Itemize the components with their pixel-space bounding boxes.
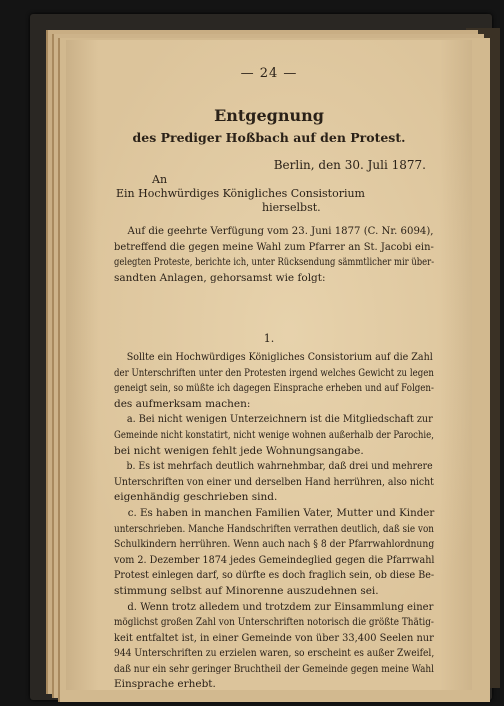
text-line: möglichst großen Zahl von Unterschriften notorisch die größte Thätig- bbox=[114, 616, 434, 629]
section-number: 1. bbox=[263, 332, 275, 345]
text-line: eigenhändig geschrieben sind. bbox=[114, 491, 278, 504]
text-line: gelegten Proteste, berichte ich, unter Rücksendung sämmtlicher mir über- bbox=[114, 256, 435, 269]
text-line: vom 2. Dezember 1874 jedes Gemeindeglied gegen die Pfarrwahl bbox=[114, 553, 435, 566]
text-line: b. Es ist mehrfach deutlich wahrnehmbar, daß drei und mehrere bbox=[126, 460, 433, 473]
text-line: Protest einlegen darf, so dürfte es doch fraglich sein, ob diese Be- bbox=[114, 569, 435, 582]
text-line: daß nur ein sehr geringer Bruchtheil der Gemeinde gegen meine Wahl bbox=[114, 662, 434, 675]
text-line: sandten Anlagen, gehorsamst wie folgt: bbox=[114, 271, 326, 284]
text-line: c. Es haben in manchen Familien Vater, Mutter und Kinder bbox=[127, 506, 435, 519]
address-line: hierselbst. bbox=[262, 201, 321, 214]
text-line: stimmung selbst auf Minorenne auszudehnen sei. bbox=[114, 584, 379, 597]
text-line: keit entfaltet ist, in einer Gemeinde von über 33,400 Seelen nur bbox=[114, 631, 434, 644]
text-line: geneigt sein, so müßte ich dagegen Einsprache erheben und auf Folgen- bbox=[114, 382, 434, 395]
text-line: Gemeinde nicht konstatirt, nicht wenige wohnen außerhalb der Parochie, bbox=[114, 428, 434, 441]
document-subtitle: des Prediger Hoßbach auf den Protest. bbox=[132, 130, 406, 145]
text-line: a. Bei nicht wenigen Unterzeichnern ist die Mitgliedschaft zur bbox=[126, 413, 433, 426]
text-line: Schulkindern herrühren. Wenn auch nach § 8 der Pfarrwahlordnung bbox=[114, 538, 435, 551]
text-line: der Unterschriften unter den Protesten irgend welches Gewicht zu legen bbox=[114, 366, 434, 379]
text-line: unterschrieben. Manche Handschriften verrathen deutlich, daß sie von bbox=[114, 522, 434, 535]
section-body bbox=[114, 350, 434, 693]
book-page bbox=[66, 40, 472, 690]
text-line: d. Wenn trotz alledem und trotzdem zur Einsammlung einer bbox=[127, 600, 434, 613]
text-line: 944 Unterschriften zu erzielen waren, so erscheint es außer Zweifel, bbox=[114, 647, 435, 660]
intro-paragraph bbox=[114, 224, 434, 286]
address-line: Ein Hochwürdiges Königliches Consistorium bbox=[116, 187, 365, 200]
text-line: Sollte ein Hochwürdiges Königliches Consistorium auf die Zahl bbox=[126, 351, 433, 363]
text-line: bei nicht wenigen fehlt jede Wohnungsangabe. bbox=[114, 444, 364, 457]
text-line: Einsprache erhebt. bbox=[114, 678, 216, 691]
document-title: Entgegnung bbox=[214, 106, 324, 125]
text-line: Auf die geehrte Verfügung vom 23. Juni 1877 (C. Nr. 6094), bbox=[127, 225, 434, 237]
address-line: An bbox=[152, 173, 168, 186]
page-number: — 24 — bbox=[240, 66, 298, 81]
text-line: betreffend die gegen meine Wahl zum Pfarrer an St. Jacobi ein- bbox=[114, 240, 434, 253]
place-date: Berlin, den 30. Juli 1877. bbox=[273, 158, 426, 172]
text-line: des aufmerksam machen: bbox=[114, 397, 251, 410]
text-line: Unterschriften von einer und derselben Hand herrühren, also nicht bbox=[114, 475, 434, 488]
